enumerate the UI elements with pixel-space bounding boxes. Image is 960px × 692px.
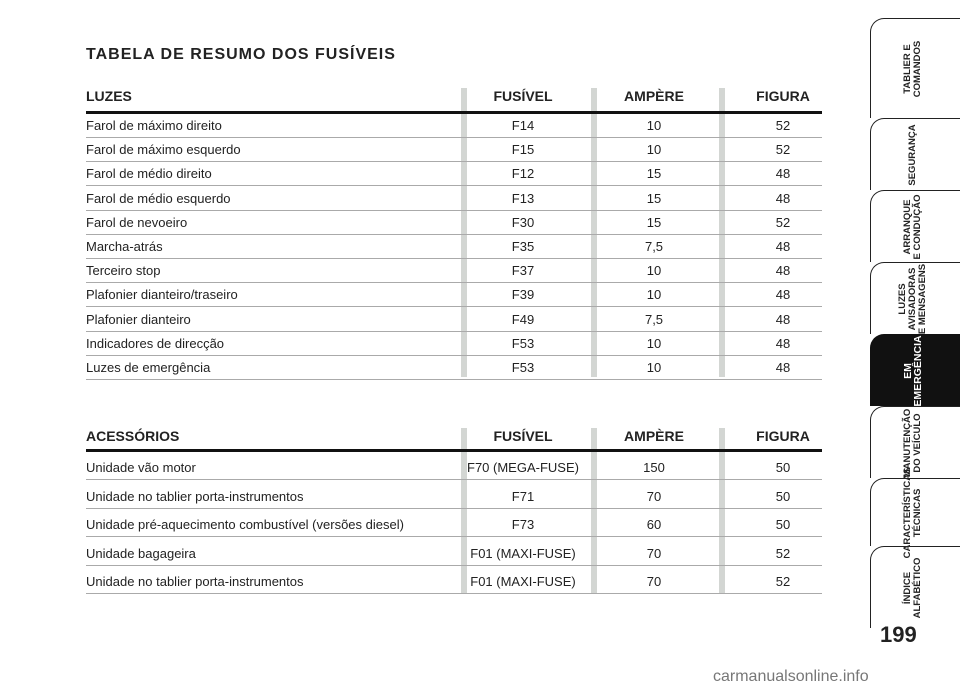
section-tab-label: TABLIER E COMANDOS [902,40,923,97]
figure-value: 48 [775,287,791,303]
table-row [86,331,822,356]
ampere-value: 15 [646,214,662,230]
section-tab-label: ÍNDICE ALFABÉTICO [902,557,923,618]
fuse-value: F73 [511,517,535,532]
table-row [86,137,822,162]
section-tab[interactable] [870,190,960,262]
column-header: ACESSÓRIOS [86,428,180,444]
table-row [86,479,822,509]
item-label: Farol de médio esquerdo [86,190,231,206]
item-label: Unidade vão motor [86,460,196,475]
watermark: carmanualsonline.info [713,668,869,685]
figure-value: 52 [775,545,791,561]
figure-value: 48 [775,190,791,206]
section-tab-label: EM EMERGÊNCIA [902,334,924,407]
fuse-value: F01 (MAXI-FUSE) [470,545,576,561]
section-tab-label: CARACTERÍSTICAS TÉCNICAS [902,467,923,558]
column-header: FUSÍVEL [493,428,553,444]
fuse-value: F49 [511,311,535,327]
table-row [86,306,822,331]
page-title: TABELA DE RESUMO DOS FUSÍVEIS [86,46,396,63]
ampere-value: 70 [646,574,662,589]
fuse-value: F14 [511,117,535,133]
fuse-value: F30 [511,214,535,230]
item-label: Plafonier dianteiro/traseiro [86,287,238,303]
figure-value: 52 [775,117,791,133]
section-tab[interactable] [870,334,960,406]
figure-value: 48 [775,335,791,351]
ampere-value: 10 [646,142,662,158]
column-header: FIGURA [756,428,810,444]
ampere-value: 60 [646,517,662,532]
item-label: Farol de nevoeiro [86,214,188,230]
ampere-value: 15 [646,190,662,206]
fuse-value: F15 [511,142,535,158]
column-header: FIGURA [756,88,810,104]
table-row [86,185,822,210]
item-label: Marcha-atrás [86,238,163,254]
item-label: Luzes de emergência [86,359,211,375]
fuse-value: F01 (MAXI-FUSE) [470,574,576,589]
table-row [86,234,822,259]
table-row [86,161,822,186]
section-tab-label: MANUTENÇÃO DO VEÍCULO [902,408,923,477]
ampere-value: 7,5 [644,311,664,327]
item-label: Indicadores de direcção [86,335,225,351]
table-row [86,113,822,138]
ampere-value: 10 [646,287,662,303]
fuse-value: F70 (MEGA-FUSE) [467,460,579,475]
figure-value: 50 [775,517,791,532]
figure-value: 52 [775,142,791,158]
table-row [86,282,822,307]
fuse-value: F71 [511,488,535,504]
ampere-value: 70 [646,488,662,504]
section-tab[interactable] [870,118,960,190]
table-row [86,210,822,235]
table-row [86,355,822,380]
figure-value: 50 [775,488,791,504]
fuse-value: F12 [511,166,535,182]
fuse-value: F53 [511,335,535,351]
table-row [86,508,822,538]
figure-value: 48 [775,311,791,327]
table-row [86,451,822,481]
figure-value: 52 [775,574,791,589]
item-label: Unidade no tablier porta-instrumentos [86,488,304,504]
table-row [86,536,822,566]
ampere-value: 150 [643,460,665,475]
section-tab-label: ARRANQUE E CONDUÇÃO [902,194,923,259]
section-tab[interactable] [870,18,960,118]
item-label: Farol de máximo esquerdo [86,142,241,158]
column-header: FUSÍVEL [493,88,553,104]
fuse-value: F39 [511,287,535,303]
ampere-value: 10 [646,117,662,133]
fuse-value: F35 [511,238,535,254]
column-header: LUZES [86,88,132,104]
page-number: 199 [880,622,917,647]
figure-value: 50 [775,460,791,475]
ampere-value: 10 [646,335,662,351]
section-tab[interactable] [870,467,960,558]
ampere-value: 15 [646,166,662,182]
ampere-value: 7,5 [644,238,664,254]
table-row [86,565,822,595]
item-label: Terceiro stop [86,263,161,279]
figure-value: 48 [775,166,791,182]
ampere-value: 10 [646,263,662,279]
section-tab-label: LUZES AVISADORAS E MENSAGENS [897,263,928,334]
figure-value: 48 [775,359,791,375]
ampere-value: 70 [646,545,662,561]
column-header: AMPÈRE [624,88,684,104]
fuse-value: F53 [511,359,535,375]
figure-value: 48 [775,263,791,279]
figure-value: 52 [775,214,791,230]
item-label: Plafonier dianteiro [86,311,191,327]
section-tabs [870,18,960,658]
section-tab[interactable] [870,262,960,334]
table-row [86,258,822,283]
item-label: Unidade pré-aquecimento combustível (versões diesel) [86,517,404,532]
fuse-value: F37 [511,263,535,279]
item-label: Unidade bagageira [86,545,196,561]
item-label: Farol de máximo direito [86,117,222,133]
figure-value: 48 [775,238,791,254]
fuse-value: F13 [511,190,535,206]
item-label: Unidade no tablier porta-instrumentos [86,574,304,589]
item-label: Farol de médio direito [86,166,212,182]
ampere-value: 10 [646,359,662,375]
column-header: AMPÈRE [624,428,684,444]
section-tab-label: SEGURANÇA [907,123,918,186]
section-tab[interactable] [870,546,960,628]
